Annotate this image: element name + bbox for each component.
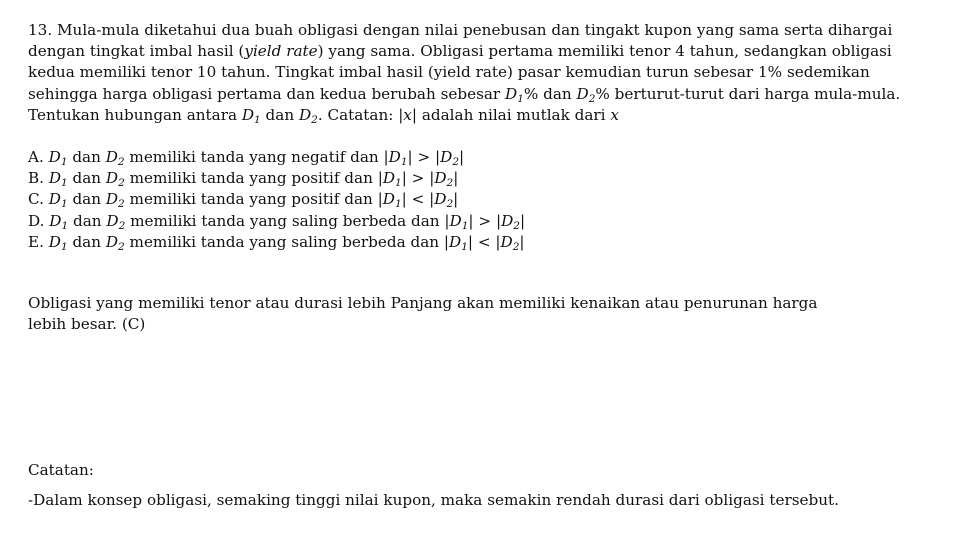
relation: < xyxy=(477,232,491,251)
option-b: B. $D_1$ dan $D_2$ memiliki tanda yang positif dan $|D_1| > |D_2|$ xyxy=(28,169,459,190)
question-part-3: % dan xyxy=(523,84,577,103)
option-e: E. $D_1$ dan $D_2$ memiliki tanda yang saling berbeda dan $|D_1| < |D_2|$ xyxy=(28,232,525,253)
question-part-4: % berturut-turut dari harga mula-mula. Tentukan hubungan antara xyxy=(28,84,901,124)
question-part-1: Mula-mula diketahui dua buah obligasi dengan nilai penebusan dan tingakt kupon yang sama serta dihargai dengan tingkat imbal hasil ( xyxy=(28,21,893,61)
answer-text: Obligasi yang memiliki tenor atau durasi lebih Panjang akan memiliki kenaikan atau penurunan harga lebih besar. (C) xyxy=(28,294,818,334)
note-title: Catatan: xyxy=(28,461,94,479)
yield-rate-term: yield rate xyxy=(244,42,318,61)
relation: < xyxy=(411,190,425,209)
relation: > xyxy=(411,169,425,188)
note-body: -Dalam konsep obligasi, semaking tinggi nilai kupon, maka semakin rendah durasi dari obligasi tersebut. xyxy=(28,491,839,509)
question-part-6: . Catatan: xyxy=(317,105,399,124)
option-c: C. $D_1$ dan $D_2$ memiliki tanda yang positif dan $|D_1| < |D_2|$ xyxy=(28,190,459,211)
abs-x: |x| xyxy=(398,105,417,124)
relation: > xyxy=(417,148,431,166)
var-d2: $D_2$ xyxy=(576,84,596,105)
answer-explanation xyxy=(28,293,828,335)
option-d: D. $D_1$ dan $D_2$ memiliki tanda yang saling berbeda dan $|D_1| > |D_2|$ xyxy=(28,211,526,232)
var-d1: $D_1$ xyxy=(505,84,524,105)
var-x: x xyxy=(610,105,619,124)
relation: > xyxy=(478,211,492,230)
question-part-2: ) yang sama. Obligasi pertama memiliki tenor 4 tahun, sedangkan obligasi kedua memiliki tenor 10 tahun. Tingkat imbal hasil (yield rate) pasar kemudian turun sebesar 1% sedemikan sehingga harga obligasi pertama dan kedua berubah sebesar xyxy=(28,42,892,103)
question-part-7: adalah nilai mutlak dari xyxy=(417,105,611,124)
var-d1: $D_1$ xyxy=(241,105,261,126)
var-d2: $D_2$ xyxy=(298,105,318,126)
answer-options xyxy=(28,147,938,253)
option-a: A. $D_1$ dan $D_2$ memiliki tanda yang negatif dan $|D_1| > |D_2|$ xyxy=(28,148,465,168)
question-part-5: dan xyxy=(260,105,299,124)
question-number: 13. xyxy=(28,21,53,39)
question-text xyxy=(28,20,938,126)
